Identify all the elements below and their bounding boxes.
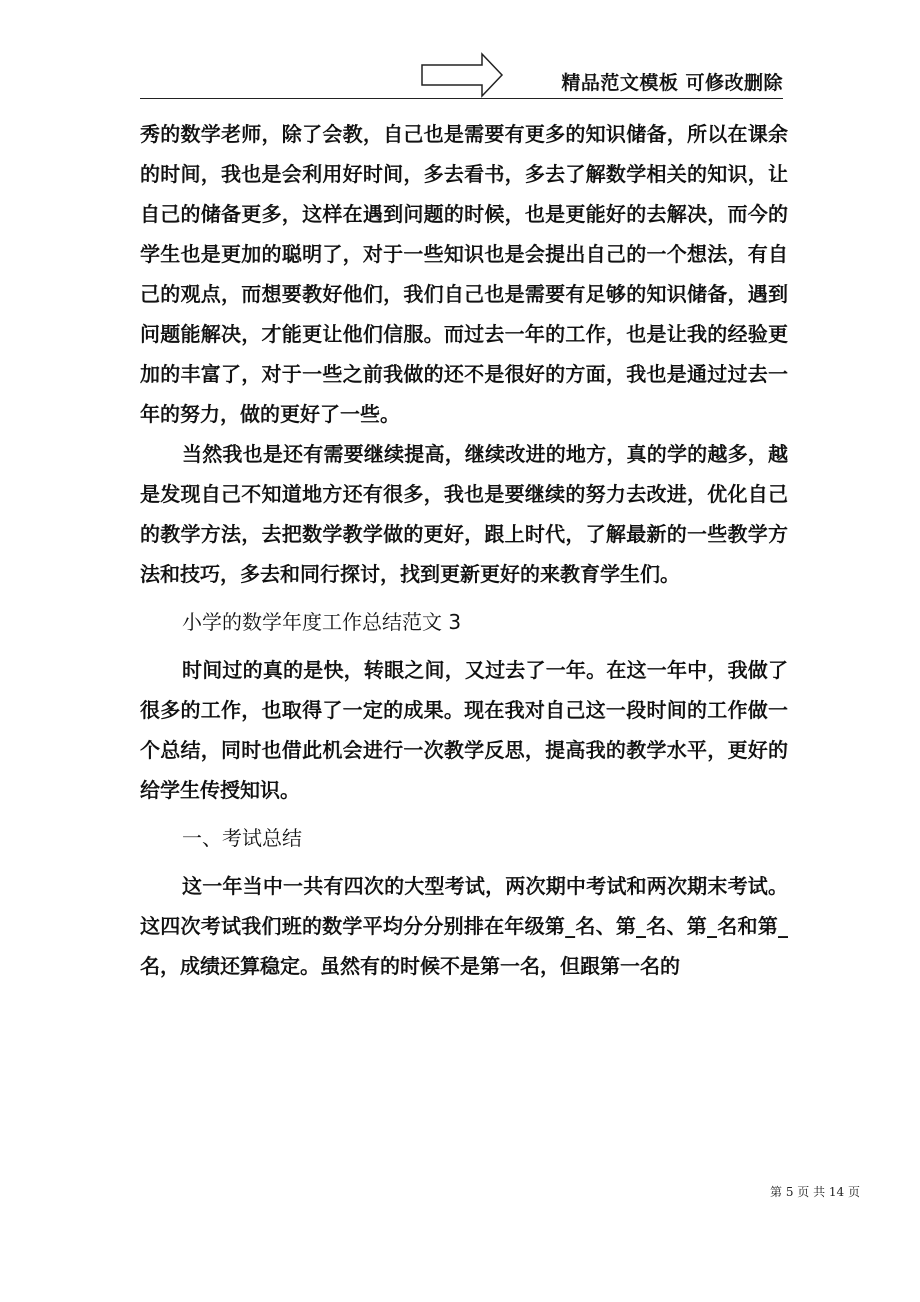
header-title: 精品范文模板 可修改删除 <box>561 72 783 94</box>
page-number: 第 5 页 共 14 页 <box>770 1185 860 1199</box>
paragraph-continuation: 秀的数学老师，除了会教，自己也是需要有更多的知识储备，所以在课余的时间，我也是会利用好时间，多去看书，多去了解数学相关的知识，让自己的储备更多，这样在遇到问题的时候，也是更能好的去解决，而今的学生也是更加的聪明了，对于一些知识也是会提出自己的一个想法，有自己的观点，而想要教好他们，我们自己也是需要有足够的知识储备，遇到问题能解决，才能更让他们信服。而过去一年的工作，也是让我的经验更加的丰富了，对于一些之前我做的还不是很好的方面，我也是通过过去一年的努力，做的更好了一些。 <box>140 122 788 426</box>
section-title: 小学的数学年度工作总结范文 3 <box>182 610 462 634</box>
header-rule <box>140 98 783 99</box>
paragraph: 时间过的真的是快，转眼之间，又过去了一年。在这一年中，我做了很多的工作，也取得了一定的成果。现在我对自己这一段时间的工作做一个总结，同时也借此机会进行一次教学反思，提高我的教学水平，更好的给学生传授知识。 <box>140 658 788 802</box>
document-body <box>140 114 788 986</box>
subsection-title: 一、考试总结 <box>182 826 302 850</box>
paragraph: 这一年当中一共有四次的大型考试，两次期中考试和两次期末考试。这四次考试我们班的数学平均分分别排在年级第_名、第_名、第_名和第_名，成绩还算稳定。虽然有的时候不是第一名，但跟第一名的 <box>140 874 788 978</box>
page-header <box>140 50 783 100</box>
paragraph: 当然我也是还有需要继续提高，继续改进的地方，真的学的越多，越是发现自己不知道地方还有很多，我也是要继续的努力去改进，优化自己的教学方法，去把数学教学做的更好，跟上时代，了解最新的一些教学方法和技巧，多去和同行探讨，找到更新更好的来教育学生们。 <box>140 442 788 586</box>
right-arrow-icon <box>420 52 504 98</box>
